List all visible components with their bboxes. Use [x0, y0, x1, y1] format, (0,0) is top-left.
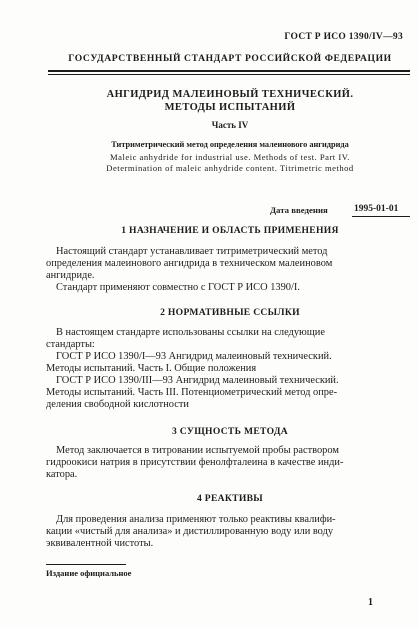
part-label: Часть IV: [211, 120, 249, 130]
text-line: Методы испытаний. Часть III. Потенциометрический метод опре-: [46, 387, 338, 398]
text-line: Настоящий стандарт устанавливает титриметрический метод: [56, 246, 328, 257]
section-heading: 4 РЕАКТИВЫ: [196, 493, 264, 504]
section-paragraph: [46, 514, 412, 550]
text-line: Стандарт применяют совместно с ГОСТ Р ИСО 1390/I.: [56, 282, 300, 293]
title-line-1: АНГИДРИД МАЛЕИНОВЫЙ ТЕХНИЧЕСКИЙ.: [106, 89, 354, 100]
header-rule-thin: [48, 74, 410, 75]
section-heading: 3 СУЩНОСТЬ МЕТОДА: [171, 426, 289, 437]
text-line: эквивалентной чистоты.: [46, 538, 154, 549]
footer-rule: [46, 564, 126, 565]
text-line: Метод заключается в титровании испытуемой пробы раствором: [56, 445, 339, 456]
text-line: Для проведения анализа применяют только реактивы квалифи-: [56, 514, 336, 525]
official-edition-label: Издание официальное: [46, 568, 132, 578]
document-code: ГОСТ Р ИСО 1390/IV—93: [284, 32, 403, 42]
section-paragraph: [46, 445, 412, 481]
text-line: ГОСТ Р ИСО 1390/III—93 Ангидрид малеиновый технический.: [56, 375, 339, 386]
intro-date-underline: [352, 216, 410, 217]
subtitle-english-line-1: Maleic anhydride for industrial use. Methods of test. Part IV.: [110, 152, 350, 162]
text-line: Методы испытаний. Часть I. Общие положения: [46, 363, 257, 374]
page-number: 1: [368, 597, 373, 608]
subtitle-english-line-2: Determination of maleic anhydride content. Titrimetric method: [106, 163, 354, 173]
intro-date-value: 1995-01-01: [354, 204, 399, 214]
text-line: кации «чистый для анализа» и дистиллированную воду или воду: [46, 526, 334, 537]
text-line: ГОСТ Р ИСО 1390/I—93 Ангидрид малеиновый технический.: [56, 351, 332, 362]
subtitle-russian: Титриметрический метод определения малеинового ангидрида: [111, 140, 349, 149]
text-line: гидроокиси натрия в присутствии фенолфталеина в качестве инди-: [46, 457, 344, 468]
text-line: стандарты:: [46, 339, 95, 350]
intro-date-label: Дата введения: [270, 205, 328, 215]
header-rule-thick: [48, 70, 410, 72]
text-line: катора.: [46, 469, 78, 480]
state-standard-heading: ГОСУДАРСТВЕННЫЙ СТАНДАРТ РОССИЙСКОЙ ФЕДЕРАЦИИ: [68, 53, 392, 64]
title-line-2: МЕТОДЫ ИСПЫТАНИЙ: [164, 102, 296, 113]
text-line: В настоящем стандарте использованы ссылки на следующие: [56, 327, 325, 338]
section-paragraph: [46, 327, 412, 411]
text-line: ангидриде.: [46, 270, 95, 281]
section-paragraph: [46, 246, 412, 294]
section-heading: 2 НОРМАТИВНЫЕ ССЫЛКИ: [160, 307, 300, 318]
text-line: определения малеинового ангидрида в техническом малеиновом: [46, 258, 333, 269]
text-line: деления свободной кислотности: [46, 399, 189, 410]
section-heading: 1 НАЗНАЧЕНИЕ И ОБЛАСТЬ ПРИМЕНЕНИЯ: [121, 225, 339, 236]
